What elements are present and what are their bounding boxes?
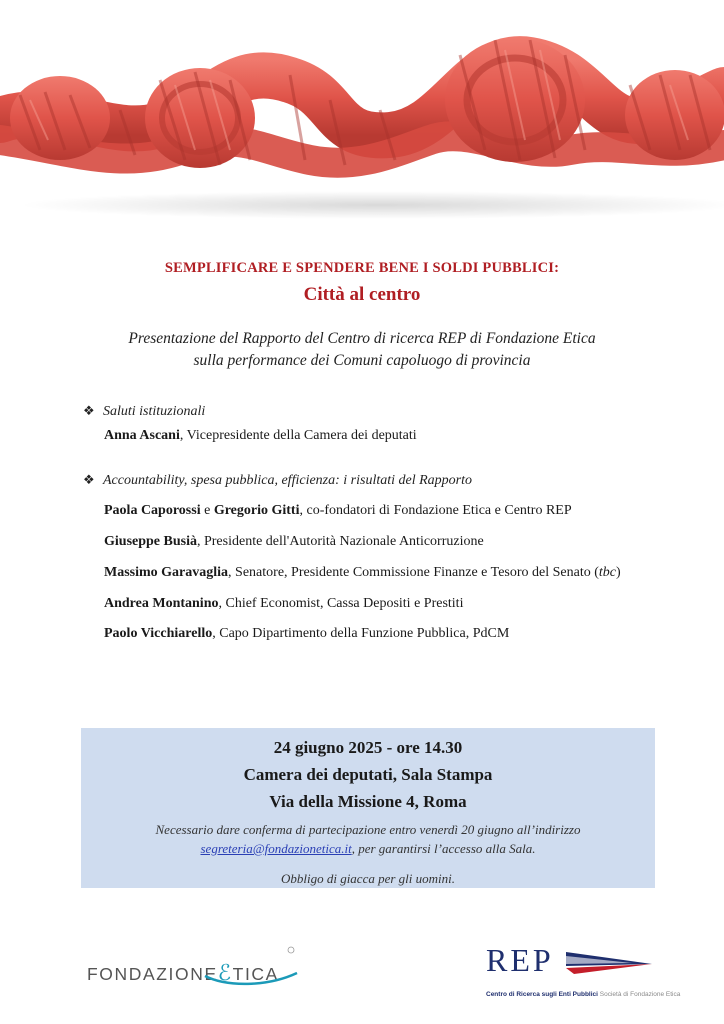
rep-flag-swoosh-icon [482,942,662,987]
section-heading-text: Accountability, spesa pubblica, efficienza: i risultati del Rapporto [103,473,473,488]
speaker-role: , Vicepresidente della Camera dei deputati [179,428,417,443]
speaker-role: , Presidente dell'Autorità Nazionale Anticorruzione [196,534,484,549]
rsvp-note-line2 [81,841,655,857]
speaker-name: Paola Caporossi [104,503,201,518]
event-address: Via della Missione 4, Roma [269,792,467,811]
speaker-role: , co-fondatori di Fondazione Etica e Centro REP [299,503,572,518]
rsvp-email-link[interactable]: segreteria@fondazionetica.it [200,841,352,856]
event-venue: Camera dei deputati, Sala Stampa [243,765,493,784]
event-date: 24 giugno 2025 - ore 14.30 [273,738,463,757]
speaker-note-close: ) [616,565,621,580]
section-heading-text: Saluti istituzionali [103,404,206,419]
event-title-text: SEMPLIFICARE E SPENDERE BENE I SOLDI PUBBLICI: [164,260,560,276]
speaker-name: Anna Ascani [104,428,180,443]
speaker-row [104,626,509,642]
section-heading-saluti [83,403,205,420]
dress-code-note: Obbligo di giacca per gli uomini. [280,871,456,886]
speaker-name: Paolo Vicchiarello [104,626,213,641]
logo-wave-icon [87,943,307,988]
fondazione-etica-logo [87,943,307,988]
speaker-row [104,534,484,550]
speaker-role: , Senatore, Presidente Commissione Finanze e Tesoro del Senato ( [228,565,599,580]
rsvp-note-tail: , per garantirsi l’accesso alla Sala. [351,841,536,856]
event-title-line1 [0,256,724,278]
rep-logo [482,942,681,1012]
speaker-note: tbc [598,565,617,580]
rep-tagline [486,991,680,998]
rsvp-note: Necessario dare conferma di partecipazione entro venerdì 20 giugno all’indirizzo [155,822,581,837]
rope-banner-image [0,0,724,225]
speaker-role: , Chief Economist, Cassa Depositi e Prestiti [218,596,464,611]
subtitle-line2: sulla performance dei Comuni capoluogo di provincia [193,352,531,369]
rep-tagline-2: Società di Fondazione Etica [599,991,681,998]
speaker-row [104,565,621,581]
event-info-box [81,728,655,888]
speaker-row [104,503,572,519]
diamond-bullet-icon: ❖ [83,472,95,487]
event-title-line2: Città al centro [303,284,421,305]
diamond-bullet-icon: ❖ [83,403,95,418]
speaker-row [104,596,463,612]
speaker-joiner: e [200,503,214,518]
subtitle-line1: Presentazione del Rapporto del Centro di ricerca REP di Fondazione Etica [128,330,596,347]
rep-logo-text: REP [486,942,554,978]
speaker-name: Massimo Garavaglia [104,565,229,580]
speaker-name: Andrea Montanino [104,596,219,611]
logo-suffix: TICA [232,964,279,984]
logo-prefix: FONDAZIONE [87,964,218,984]
speaker-name: Gregorio Gitti [213,503,300,518]
section-heading-accountability [83,472,472,489]
rep-tagline-1: Centro di Ricerca sugli Enti Pubblici [486,991,598,998]
speaker-role: , Capo Dipartimento della Funzione Pubblica, PdCM [212,626,510,641]
logo-e-swirl-icon: ℰ [217,960,233,985]
speaker-row [104,428,417,444]
event-subtitle [0,328,724,372]
speaker-name: Giuseppe Busià [104,534,197,549]
